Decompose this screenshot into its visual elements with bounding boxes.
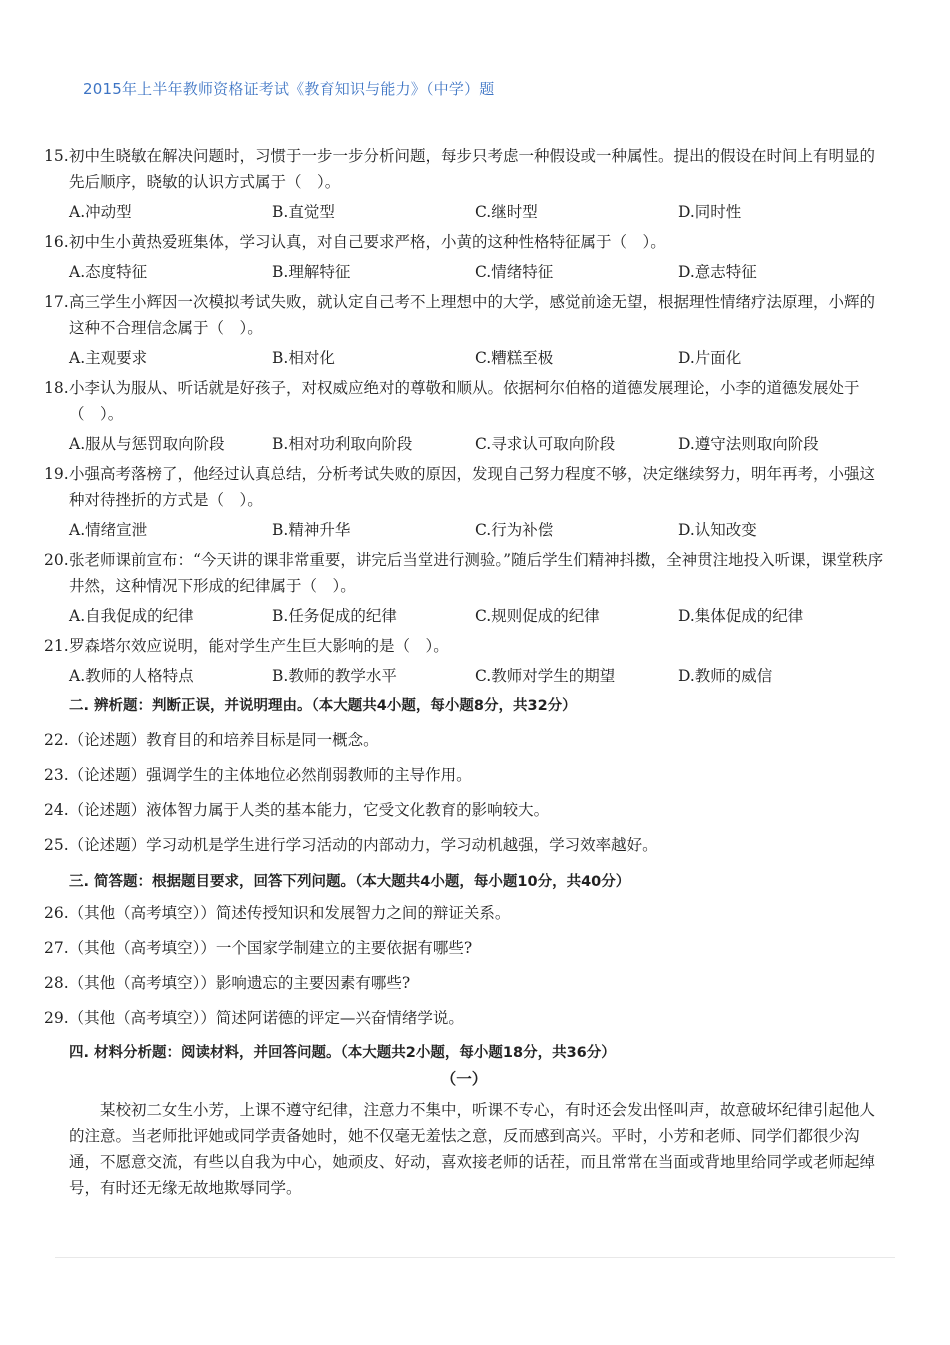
section-heading-3: 三. 简答题：根据题目要求，回答下列问题。（本大题共4小题，每小题10分，共40分） [69,874,631,890]
option-a: A.主观要求 [69,349,148,367]
options-17 [44,345,884,371]
question-21 [44,633,884,659]
question-number: 20. [44,551,69,569]
option-d: D.意志特征 [678,263,757,281]
option-c: C.糟糕至极 [475,349,554,367]
question-text: 初中生小黄热爱班集体，学习认真，对自己要求严格，小黄的这种性格特征属于（ ）。 [69,233,666,251]
option-a: A.态度特征 [69,263,148,281]
section-heading-2: 二. 辨析题：判断正误，并说明理由。（本大题共4小题，每小题8分，共32分） [69,698,577,714]
question-24: 24.（论述题）液体智力属于人类的基本能力，它受文化教育的影响较大。 [44,801,550,819]
option-c: C.教师对学生的期望 [475,667,616,685]
material-paragraph: 某校初二女生小芳，上课不遵守纪律，注意力不集中，听课不专心，有时还会发出怪叫声，故意破坏纪律引起他人的注意。当老师批评她或同学责备她时，她不仅毫无羞怯之意，反而感到高兴。平时，小芳和老师、同学们都很少沟通，不愿意交流，有些以自我为中心，她顽皮、好动，喜欢接老师的话茬，而且常常在当面或背地里给同学或老师起绰号，有时还无缘无故地欺辱同学。 [69,1101,876,1197]
option-b: B.任务促成的纪律 [272,607,397,625]
option-c: C.寻求认可取向阶段 [475,435,616,453]
options-21 [44,663,884,689]
question-23: 23.（论述题）强调学生的主体地位必然削弱教师的主导作用。 [44,766,472,784]
question-17 [44,289,884,341]
option-a: A.冲动型 [69,203,132,221]
options-19 [44,517,884,543]
option-b: B.教师的教学水平 [272,667,397,685]
option-d: D.认知改变 [678,521,757,539]
material-part-title: （一） [440,1070,488,1088]
question-text: 高三学生小辉因一次模拟考试失败，就认定自己考不上理想中的大学，感觉前途无望，根据理性情绪疗法原理，小辉的这种不合理信念属于（ ）。 [69,293,876,337]
option-b: B.相对功利取向阶段 [272,435,413,453]
question-28: 28.（其他（高考填空））影响遗忘的主要因素有哪些? [44,974,411,992]
question-text: 张老师课前宣布：“今天讲的课非常重要，讲完后当堂进行测验。”随后学生们精神抖擞，全神贯注地投入听课，课堂秩序井然，这种情况下形成的纪律属于（ ）。 [69,551,884,595]
option-c: C.继时型 [475,203,538,221]
option-d: D.遵守法则取向阶段 [678,435,819,453]
question-number: 16. [44,233,69,251]
question-number: 17. [44,293,69,311]
question-20 [44,547,884,599]
option-a: A.服从与惩罚取向阶段 [69,435,225,453]
question-number: 18. [44,379,69,397]
question-text: 小强高考落榜了，他经过认真总结，分析考试失败的原因，发现自己努力程度不够，决定继续努力，明年再考，小强这种对待挫折的方式是（ ）。 [69,465,876,509]
question-22: 22.（论述题）教育目的和培养目标是同一概念。 [44,731,379,749]
question-25: 25.（论述题）学习动机是学生进行学习活动的内部动力，学习动机越强，学习效率越好。 [44,836,658,854]
question-15 [44,143,884,195]
option-c: C.行为补偿 [475,521,554,539]
question-18 [44,375,884,427]
question-number: 21. [44,637,69,655]
option-b: B.理解特征 [272,263,351,281]
option-c: C.情绪特征 [475,263,554,281]
option-d: D.集体促成的纪律 [678,607,804,625]
option-c: C.规则促成的纪律 [475,607,600,625]
question-number: 19. [44,465,69,483]
option-b: B.直觉型 [272,203,335,221]
option-b: B.相对化 [272,349,335,367]
section-heading-4: 四. 材料分析题：阅读材料，并回答问题。（本大题共2小题，每小题18分，共36分） [69,1045,616,1061]
document-header: 2015年上半年教师资格证考试《教育知识与能力》（中学）题 [83,80,495,98]
footer-divider [55,1257,895,1258]
question-text: 小李认为服从、听话就是好孩子，对权威应绝对的尊敬和顺从。依据柯尔伯格的道德发展理论，小李的道德发展处于（ ）。 [69,379,860,423]
question-29: 29.（其他（高考填空））简述阿诺德的评定—兴奋情绪学说。 [44,1009,464,1027]
question-26: 26.（其他（高考填空））简述传授知识和发展智力之间的辩证关系。 [44,904,511,922]
option-a: A.教师的人格特点 [69,667,194,685]
question-number: 15. [44,147,69,165]
question-text: 罗森塔尔效应说明，能对学生产生巨大影响的是（ ）。 [69,637,449,655]
option-a: A.情绪宣泄 [69,521,148,539]
option-a: A.自我促成的纪律 [69,607,194,625]
question-16 [44,229,884,255]
option-d: D.同时性 [678,203,742,221]
question-text: 初中生晓敏在解决问题时，习惯于一步一步分析问题，每步只考虑一种假设或一种属性。提出的假设在时间上有明显的先后顺序，晓敏的认识方式属于（ ）。 [69,147,876,191]
options-18 [44,431,884,457]
question-19 [44,461,884,513]
option-d: D.片面化 [678,349,742,367]
options-15 [44,199,884,225]
option-d: D.教师的威信 [678,667,773,685]
exam-content [44,143,884,1201]
option-b: B.精神升华 [272,521,351,539]
question-27: 27.（其他（高考填空））一个国家学制建立的主要依据有哪些? [44,939,473,957]
options-16 [44,259,884,285]
options-20 [44,603,884,629]
